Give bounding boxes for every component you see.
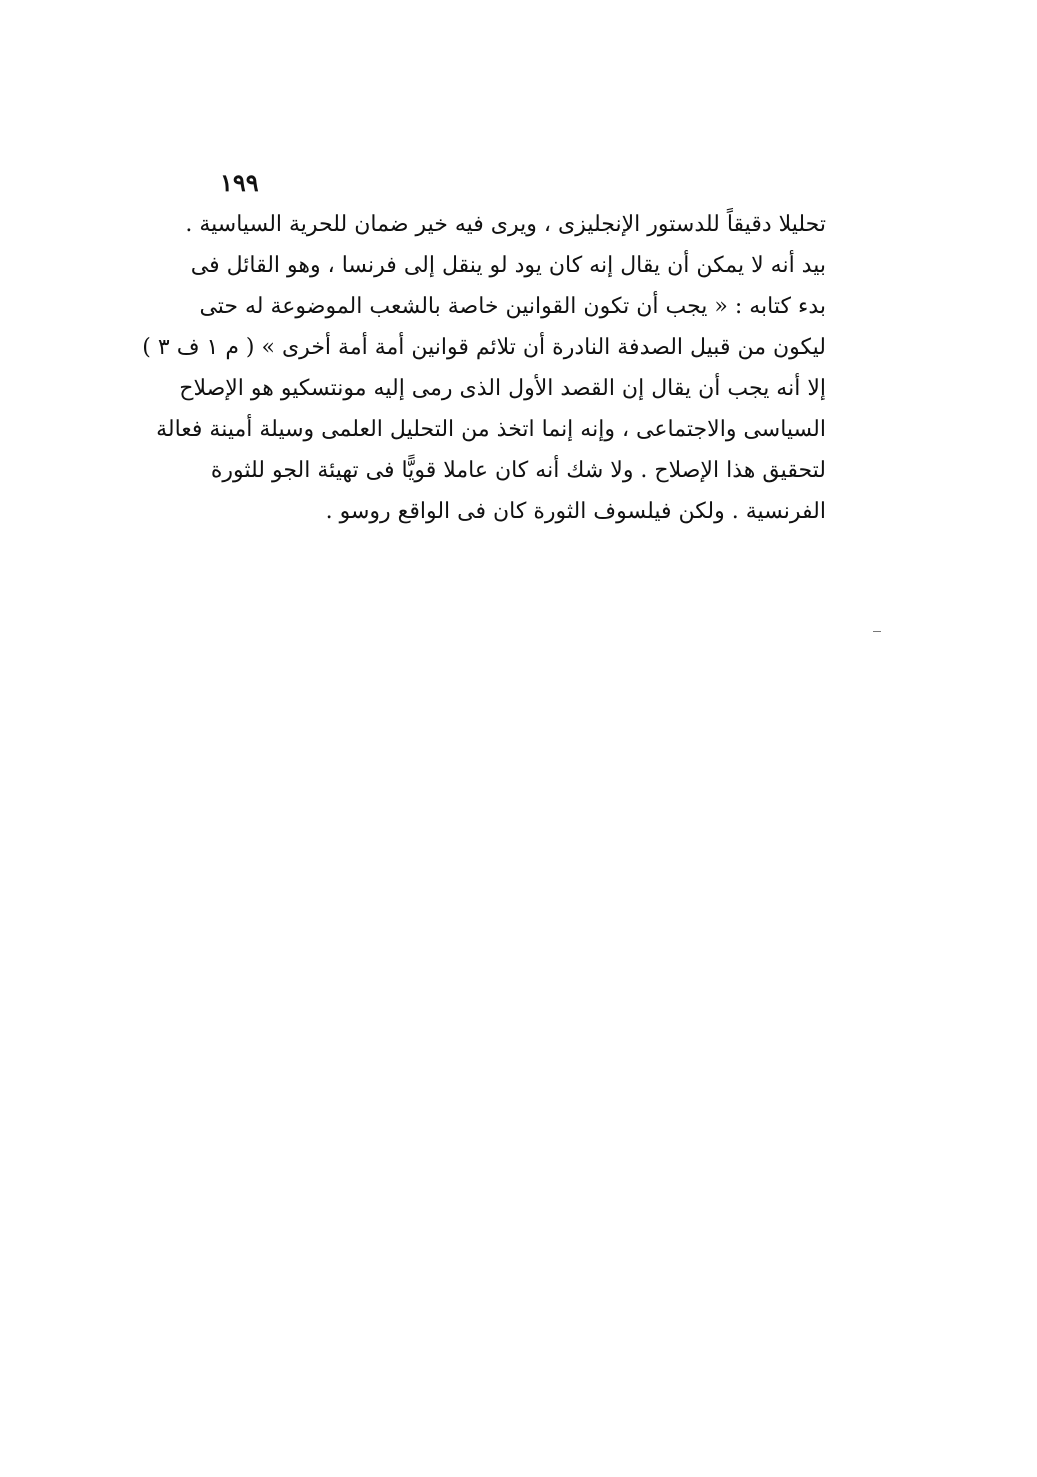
text-line: إلا أنه يجب أن يقال إن القصد الأول الذى رمى إليه مونتسكيو هو الإصلاح — [179, 376, 826, 401]
body-text — [142, 204, 826, 532]
scan-speck — [873, 631, 881, 632]
page-number: ١٩٩ — [220, 168, 259, 197]
text-line: تحليلا دقيقاً للدستور الإنجليزى ، ويرى فيه خير ضمان للحرية السياسية . — [185, 212, 826, 237]
text-line: ليكون من قبيل الصدفة النادرة أن تلائم قوانين أمة أمة أخرى » ( م ١ ف ٣ ) — [142, 335, 826, 360]
text-line-last: الفرنسية . ولكن فيلسوف الثورة كان فى الواقع روسو . — [325, 499, 826, 524]
text-line: السياسى والاجتماعى ، وإنه إنما اتخذ من التحليل العلمى وسيلة أمينة فعالة — [156, 417, 826, 442]
text-line: لتحقيق هذا الإصلاح . ولا شك أنه كان عاملا قويًّا فى تهيئة الجو للثورة — [210, 458, 826, 483]
text-line: بدء كتابه : « يجب أن تكون القوانين خاصة بالشعب الموضوعة له حتى — [199, 294, 826, 319]
text-line: بيد أنه لا يمكن أن يقال إنه كان يود لو ينقل إلى فرنسا ، وهو القائل فى — [190, 253, 826, 278]
